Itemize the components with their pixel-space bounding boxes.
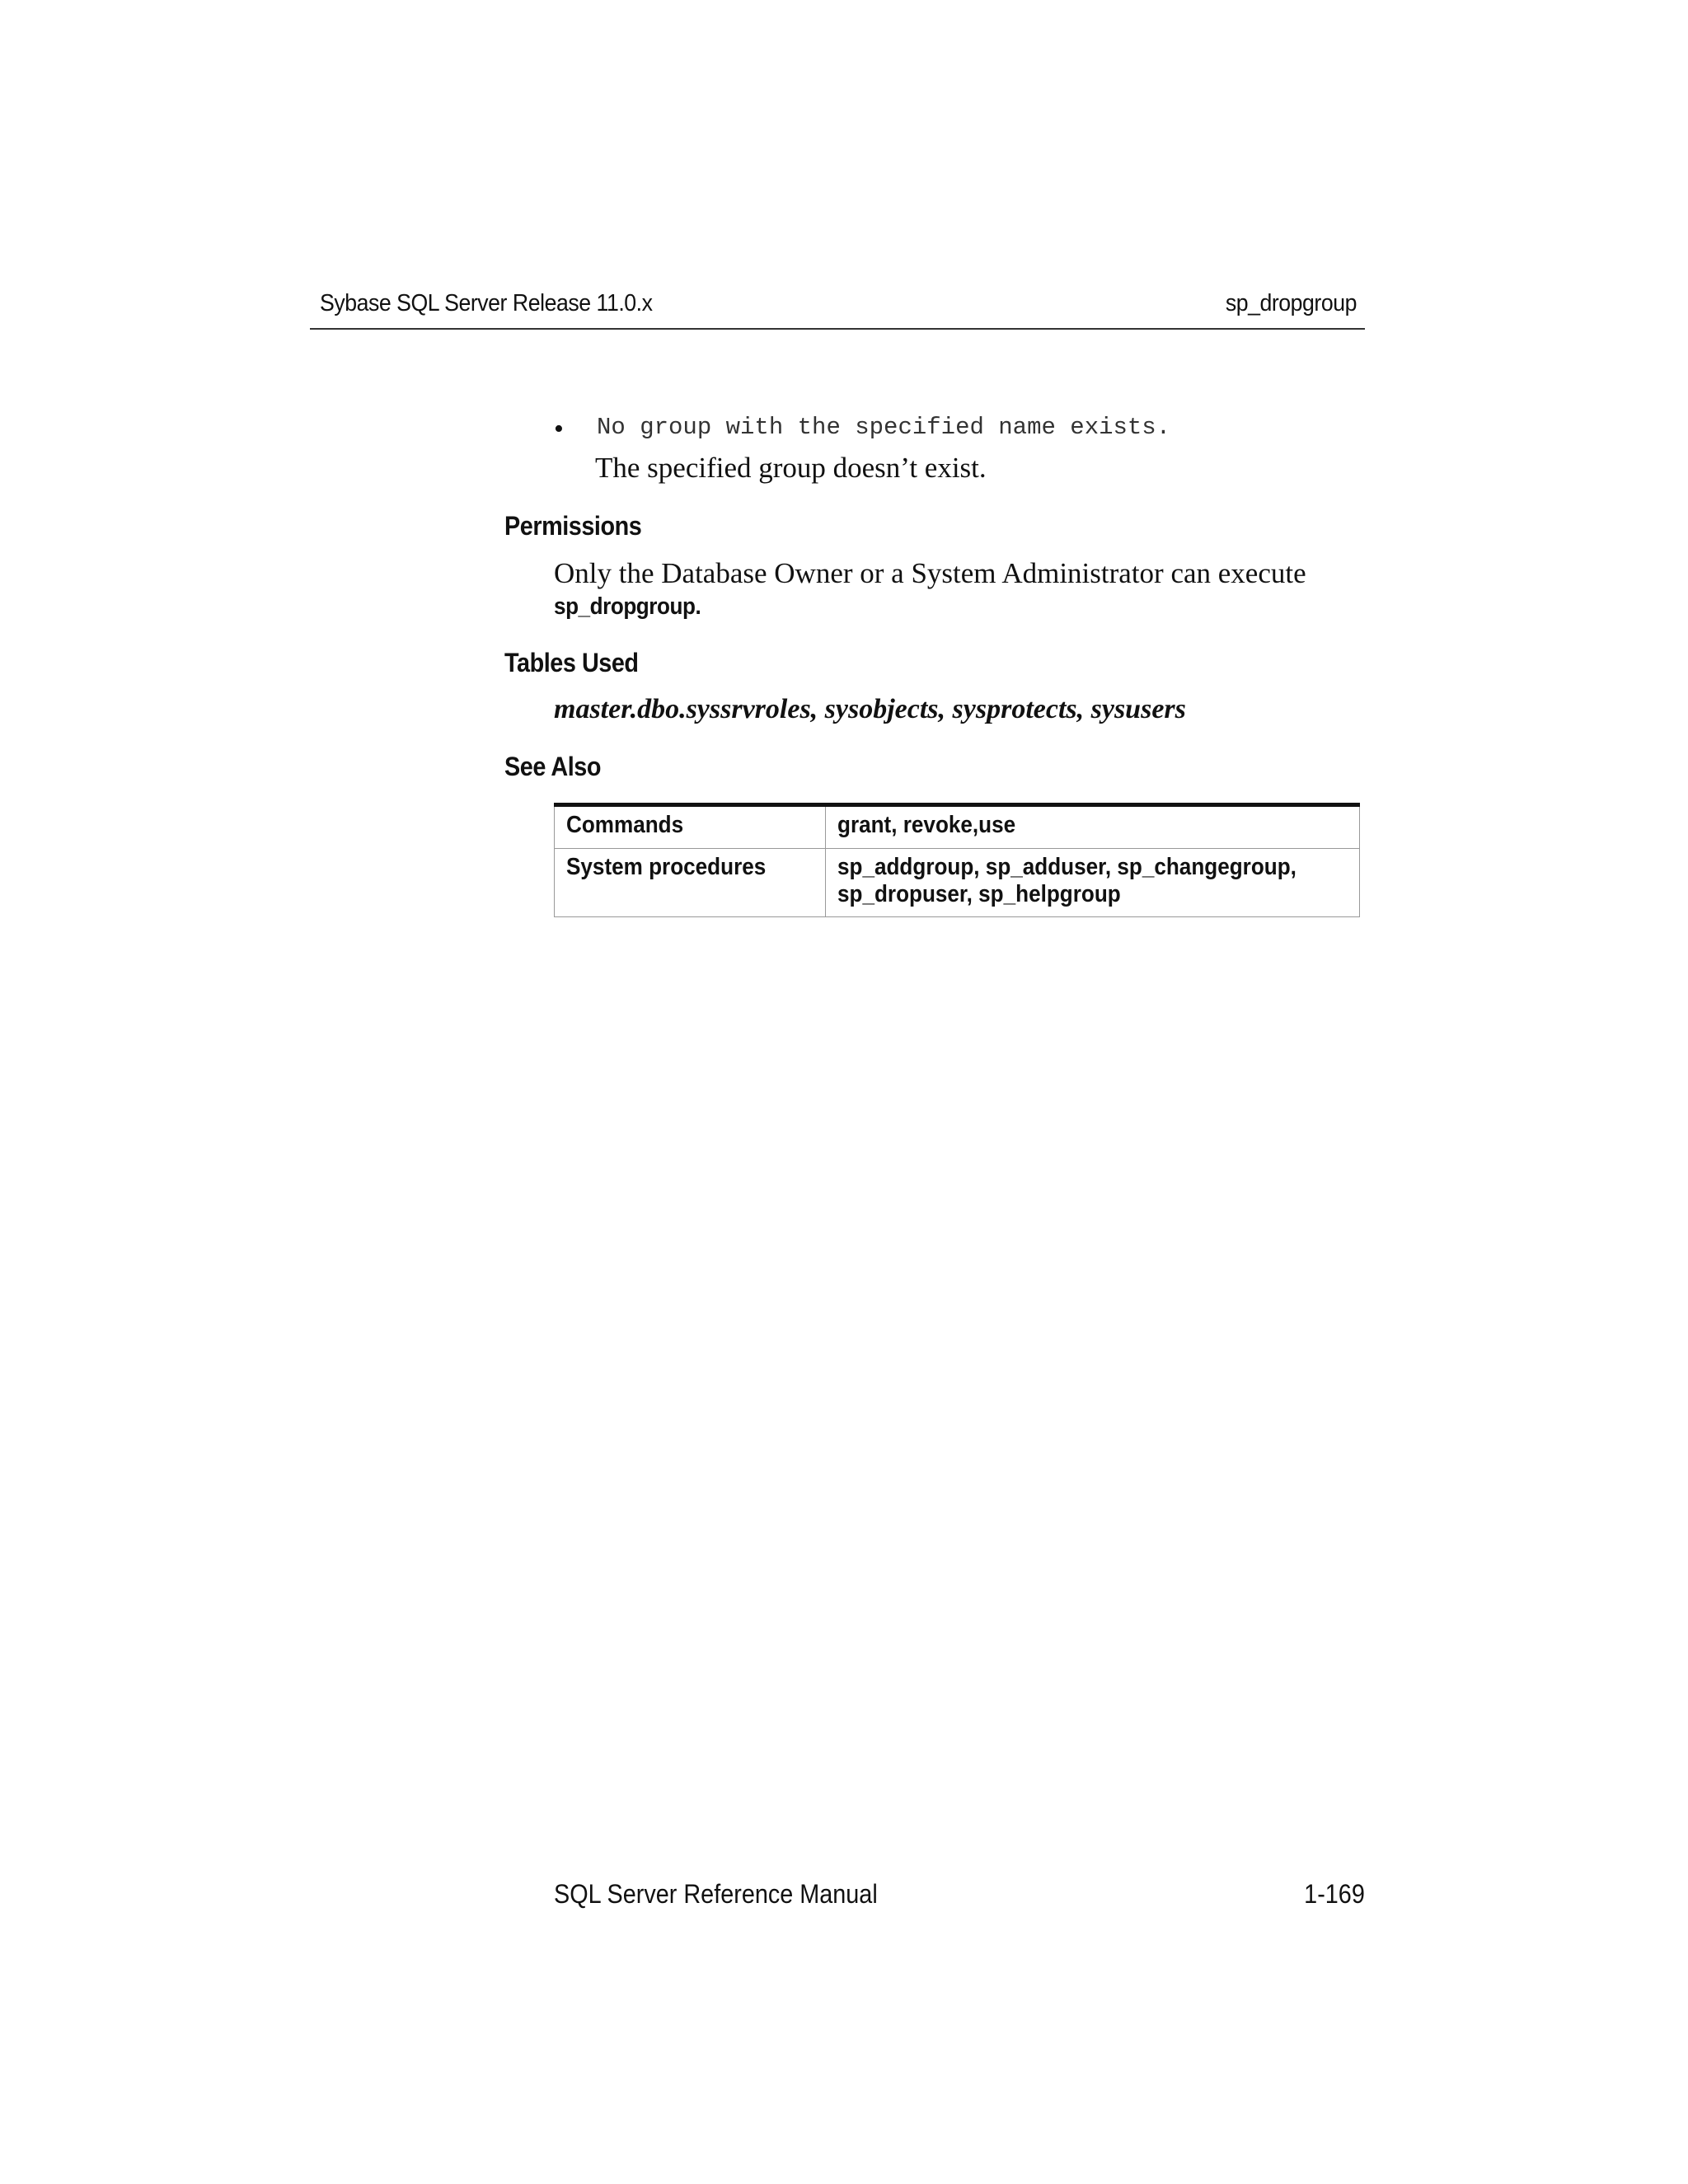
table-cell-category xyxy=(555,849,826,917)
see-also-table xyxy=(554,803,1360,917)
permissions-procedure-name: sp_dropgroup. xyxy=(554,593,701,620)
tables-used-list: master.dbo.syssrvroles, sysobjects, sysprotects, sysusers xyxy=(554,694,1186,724)
header-release-title: Sybase SQL Server Release 11.0.x xyxy=(320,290,653,316)
category-label-system-procedures: System procedures xyxy=(566,854,767,880)
table-cell-category xyxy=(555,805,826,849)
permissions-heading: Permissions xyxy=(504,511,642,541)
footer-manual-title: SQL Server Reference Manual xyxy=(554,1879,878,1909)
related-commands-list: grant, revoke,use xyxy=(837,812,1016,838)
error-message-description: The specified group doesn’t exist. xyxy=(595,452,987,484)
permissions-text: Only the Database Owner or a System Administrator can execute xyxy=(554,557,1306,589)
table-row xyxy=(555,805,1360,849)
table-row xyxy=(555,849,1360,917)
running-header xyxy=(310,290,1365,330)
footer-page-number: 1-169 xyxy=(1304,1879,1365,1909)
category-label-commands: Commands xyxy=(566,812,684,838)
bullet-icon: • xyxy=(554,414,564,444)
related-procedures-line-2: sp_dropuser, sp_helpgroup xyxy=(837,881,1121,907)
table-cell-items xyxy=(826,805,1360,849)
table-cell-items xyxy=(826,849,1360,917)
tables-used-heading: Tables Used xyxy=(504,648,639,677)
see-also-heading: See Also xyxy=(504,752,601,781)
related-procedures-line-1: sp_addgroup, sp_adduser, sp_changegroup, xyxy=(837,854,1297,880)
error-message-code: No group with the specified name exists. xyxy=(597,414,1171,441)
header-topic: sp_dropgroup xyxy=(1225,290,1357,316)
